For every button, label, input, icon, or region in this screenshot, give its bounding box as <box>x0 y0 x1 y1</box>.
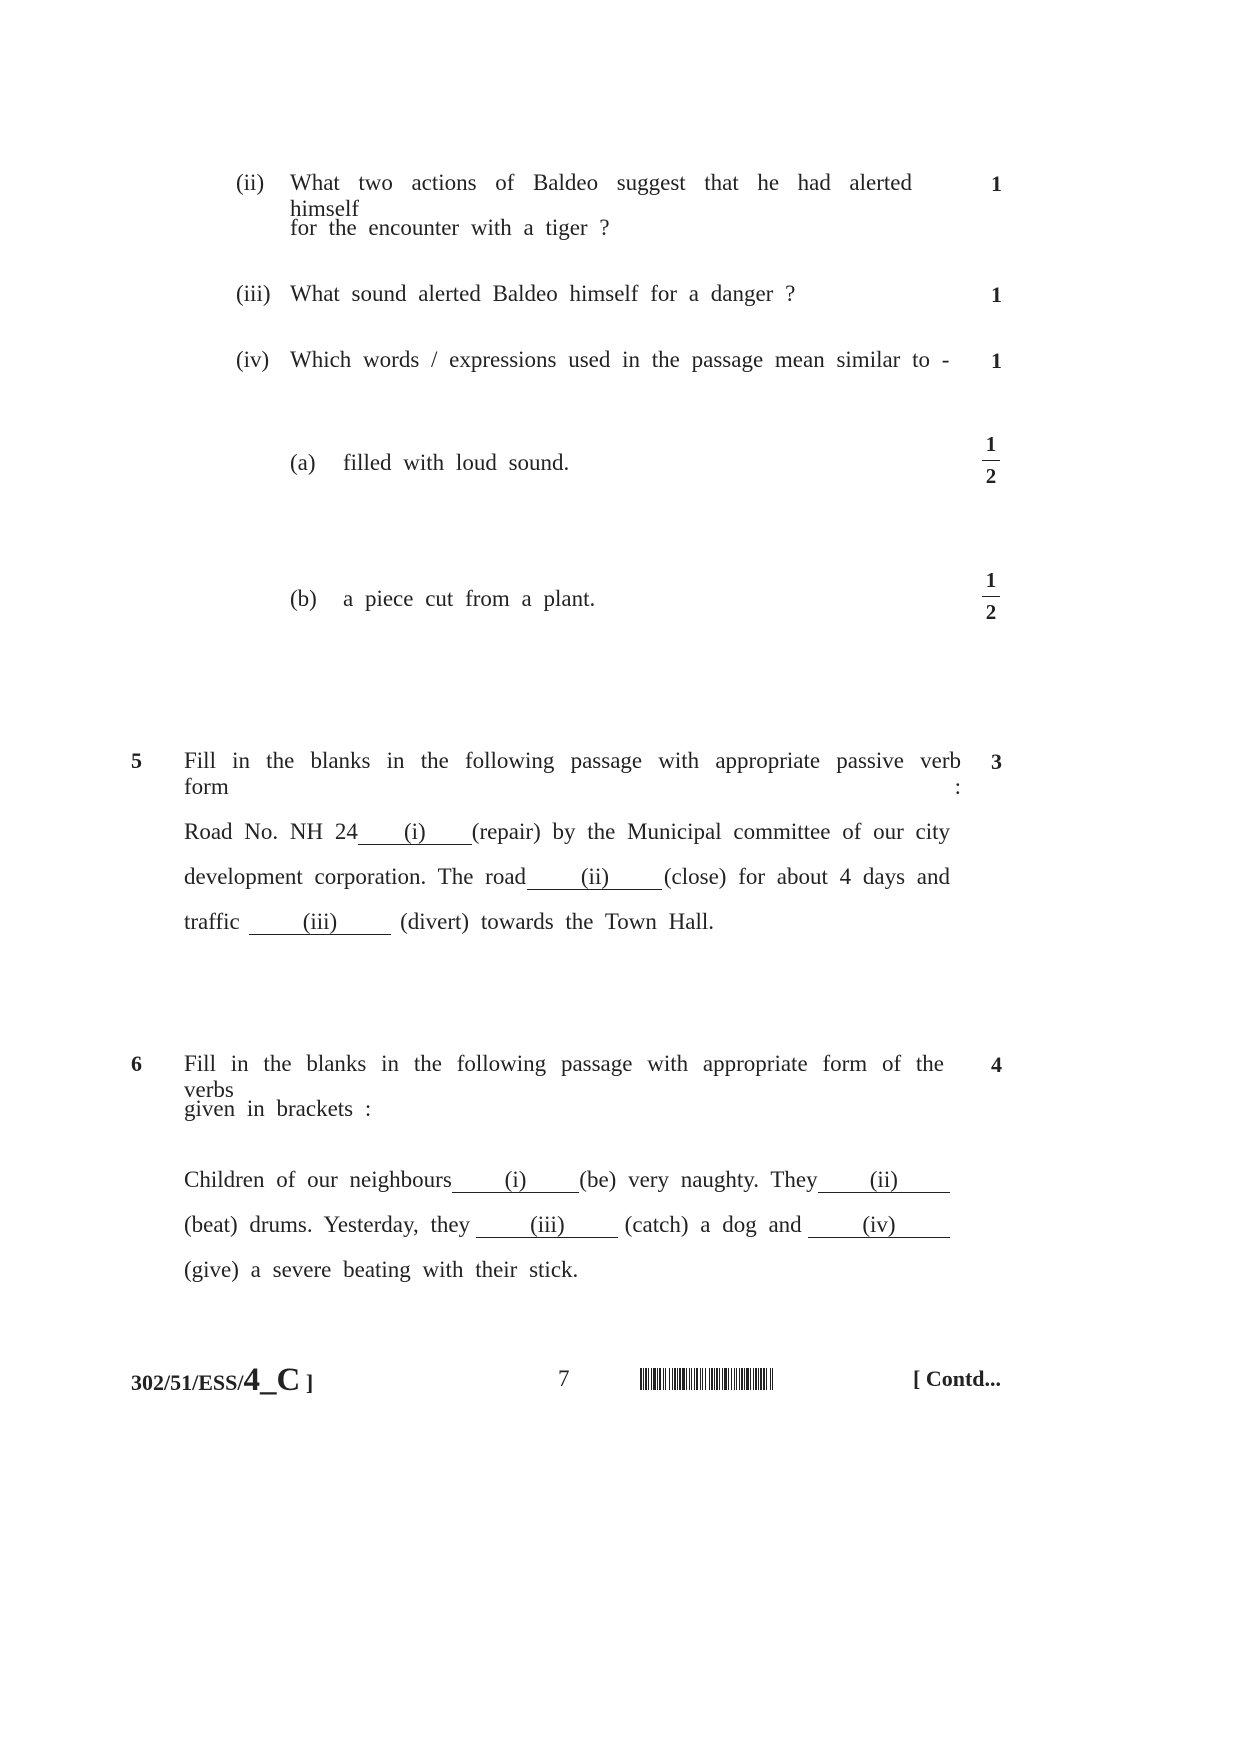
q6-marks: 4 <box>991 1052 1002 1077</box>
continued-label: [ Contd... <box>913 1366 1002 1391</box>
page-number: 7 <box>558 1366 570 1391</box>
q4-b-text: a piece cut from a plant. <box>343 586 596 611</box>
q4-iii-label: (iii) <box>236 281 271 306</box>
q6-line2-text-b: (catch) a dog and <box>624 1212 802 1237</box>
q6-blank-iii[interactable]: (iii) <box>476 1213 618 1238</box>
q5-line2-text-a: development corporation. The road <box>184 864 527 889</box>
q4-a-marks-fraction <box>980 434 1002 487</box>
q4-iv-label: (iv) <box>236 347 270 372</box>
q4-a-label: (a) <box>290 450 316 475</box>
fraction-bar <box>982 596 1000 597</box>
q4-b-marks-numerator: 1 <box>985 568 997 592</box>
q6-number: 6 <box>131 1051 142 1076</box>
q4-a-marks-numerator: 1 <box>985 432 997 456</box>
q6-line1-text-b: (be) very naughty. They <box>579 1167 818 1192</box>
q5-line1-text-a: Road No. NH 24 <box>184 819 358 844</box>
q5-marks: 3 <box>991 749 1002 774</box>
q4-b-marks-fraction <box>980 570 1002 623</box>
q6-blank-iv[interactable]: (iv) <box>808 1213 950 1238</box>
q4-ii-label: (ii) <box>236 170 265 195</box>
q6-blank-ii[interactable]: (ii) <box>818 1168 950 1193</box>
barcode-image <box>640 1368 882 1390</box>
q5-blank-ii[interactable]: (ii) <box>527 865 662 890</box>
q5-passage-line3 <box>184 909 714 935</box>
q6-prompt-line1: Fill in the blanks in the following passage with appropriate form of the verbs <box>184 1051 944 1102</box>
q4-ii-text-line1: What two actions of Baldeo suggest that he had alerted himself <box>290 170 912 221</box>
paper-code-prefix: 302/51/ESS/ <box>131 1370 244 1395</box>
q6-passage-line1 <box>184 1167 950 1193</box>
q5-passage-line1 <box>184 819 950 845</box>
fraction-bar <box>982 460 1000 461</box>
q4-iii-text: What sound alerted Baldeo himself for a danger ? <box>290 281 796 306</box>
q6-passage-line2 <box>184 1212 950 1238</box>
q4-ii-text-line2: for the encounter with a tiger ? <box>290 215 610 240</box>
q4-b-marks-denominator: 2 <box>985 600 997 624</box>
q5-line2-text-b: (close) for about 4 days and <box>663 864 950 889</box>
q5-line1-text-b: (repair) by the Municipal committee of our city <box>471 819 950 844</box>
q5-line3-text-a: traffic <box>184 909 240 934</box>
q4-a-text: filled with loud sound. <box>343 450 570 475</box>
q4-ii-marks: 1 <box>991 171 1002 196</box>
q6-line1-text-a: Children of our neighbours <box>184 1167 452 1192</box>
q5-line3-text-b: (divert) towards the Town Hall. <box>400 909 714 934</box>
paper-code-suffix: ] <box>305 1370 314 1395</box>
q6-prompt-line2: given in brackets : <box>184 1096 372 1121</box>
paper-code-set: 4_C <box>243 1362 301 1398</box>
q4-b-label: (b) <box>290 586 317 611</box>
q5-prompt: Fill in the blanks in the following passage with appropriate passive verb form : <box>184 748 961 799</box>
q5-passage-line2 <box>184 864 950 890</box>
q6-line2-text-a: (beat) drums. Yesterday, they <box>184 1212 471 1237</box>
q6-blank-i[interactable]: (i) <box>452 1168 580 1193</box>
paper-code <box>131 1362 313 1399</box>
q5-number: 5 <box>131 748 142 773</box>
q4-iii-marks: 1 <box>991 282 1002 307</box>
q5-blank-i[interactable]: (i) <box>358 820 472 845</box>
q5-blank-iii[interactable]: (iii) <box>249 910 391 935</box>
q4-a-marks-denominator: 2 <box>985 464 997 488</box>
q4-iv-text: Which words / expressions used in the passage mean similar to - <box>290 347 950 372</box>
barcode-bar <box>773 1368 775 1390</box>
q6-passage-line3: (give) a severe beating with their stick. <box>184 1257 579 1282</box>
q4-iv-marks: 1 <box>991 348 1002 373</box>
